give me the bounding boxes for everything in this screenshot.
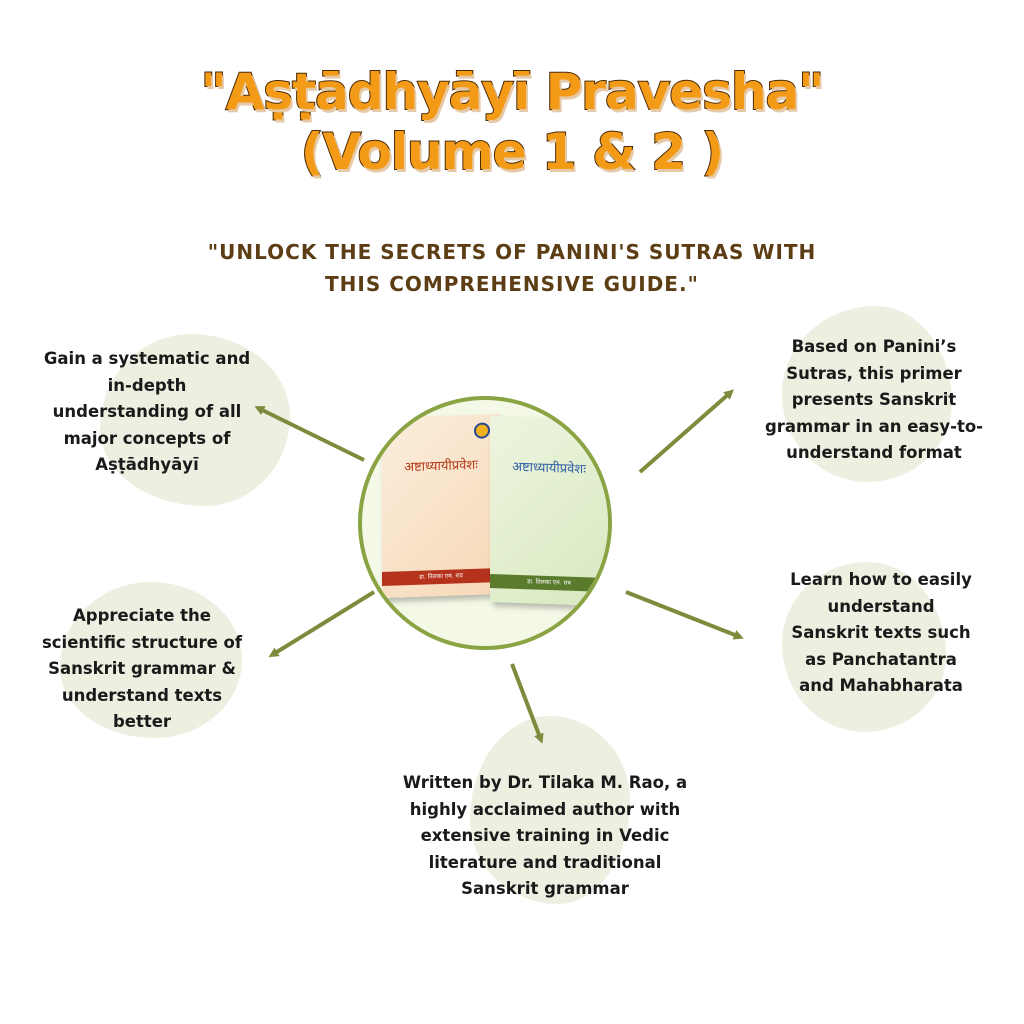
point-mid-left-line: Appreciate the	[73, 606, 211, 625]
arrow-bottom	[512, 664, 541, 740]
book-cover-image	[358, 396, 612, 650]
point-bottom-line: extensive training in Vedic	[420, 826, 670, 845]
point-mid-right	[760, 567, 1002, 700]
point-mid-right-line: understand	[827, 596, 935, 616]
book-volume-2	[490, 416, 608, 606]
point-mid-right-line: as Panchatantra	[805, 649, 957, 669]
point-bottom-line: literature and traditional	[428, 852, 662, 872]
point-mid-left-line: scientific structure of	[41, 632, 243, 652]
book-volume-1	[382, 414, 500, 598]
point-top-left-line: major concepts of	[63, 428, 231, 448]
point-top-right-line: grammar in an easy-to-	[764, 416, 984, 436]
point-top-right-line: Based on Panini’s	[791, 337, 957, 356]
book-volume-1-title: अष्टाध्यायीप्रवेशः	[404, 457, 478, 476]
point-bottom-line: highly acclaimed author with	[409, 799, 681, 819]
point-bottom	[372, 770, 718, 903]
arrow-top-right	[640, 392, 731, 472]
point-mid-left-line: Sanskrit grammar &	[48, 659, 236, 678]
point-top-right-line: presents Sanskrit	[791, 390, 957, 409]
point-mid-left-line: understand texts	[61, 685, 223, 705]
publisher-logo-icon	[474, 422, 490, 439]
point-mid-right-line: Learn how to easily	[790, 570, 972, 589]
point-bottom-line: Written by Dr. Tilaka M. Rao, a	[402, 773, 688, 792]
point-top-right-line: Sutras, this primer	[786, 363, 962, 383]
point-mid-left	[20, 603, 264, 736]
point-mid-right-line: Sanskrit texts such	[791, 623, 971, 642]
book-volume-2-title: अष्टाध्यायीप्रवेशः	[512, 459, 586, 478]
point-top-left-line: Gain a systematic and	[43, 349, 251, 368]
title-line-1: "Aṣṭādhyāyī Pravesha"	[200, 63, 824, 121]
book-volume-1-author: डा. तिलका एम. राव	[382, 568, 500, 586]
point-top-left-line: understanding of all	[52, 402, 242, 421]
point-top-right-line: understand format	[786, 443, 962, 462]
point-top-left	[20, 346, 274, 479]
title-line-2: (Volume 1 & 2 )	[300, 123, 724, 181]
tagline-line-1: "UNLOCK THE SECRETS OF PANINI'S SUTRAS WITH	[207, 240, 817, 264]
point-bottom-line: Sanskrit grammar	[461, 879, 629, 898]
point-top-left-line: in-depth	[107, 375, 187, 395]
publisher-logo-icon	[582, 427, 598, 444]
tagline-line-2: THIS COMPREHENSIVE GUIDE."	[325, 272, 699, 296]
arrow-mid-right	[626, 592, 740, 637]
point-top-right	[746, 334, 1002, 467]
book-volume-2-author: डा. तिलका एम. राव	[490, 574, 608, 592]
point-mid-right-line: and Mahabharata	[799, 676, 963, 695]
arrow-mid-left	[272, 592, 374, 655]
point-top-left-line: Aṣṭādhyāyī	[95, 455, 199, 474]
point-mid-left-line: better	[112, 712, 172, 731]
